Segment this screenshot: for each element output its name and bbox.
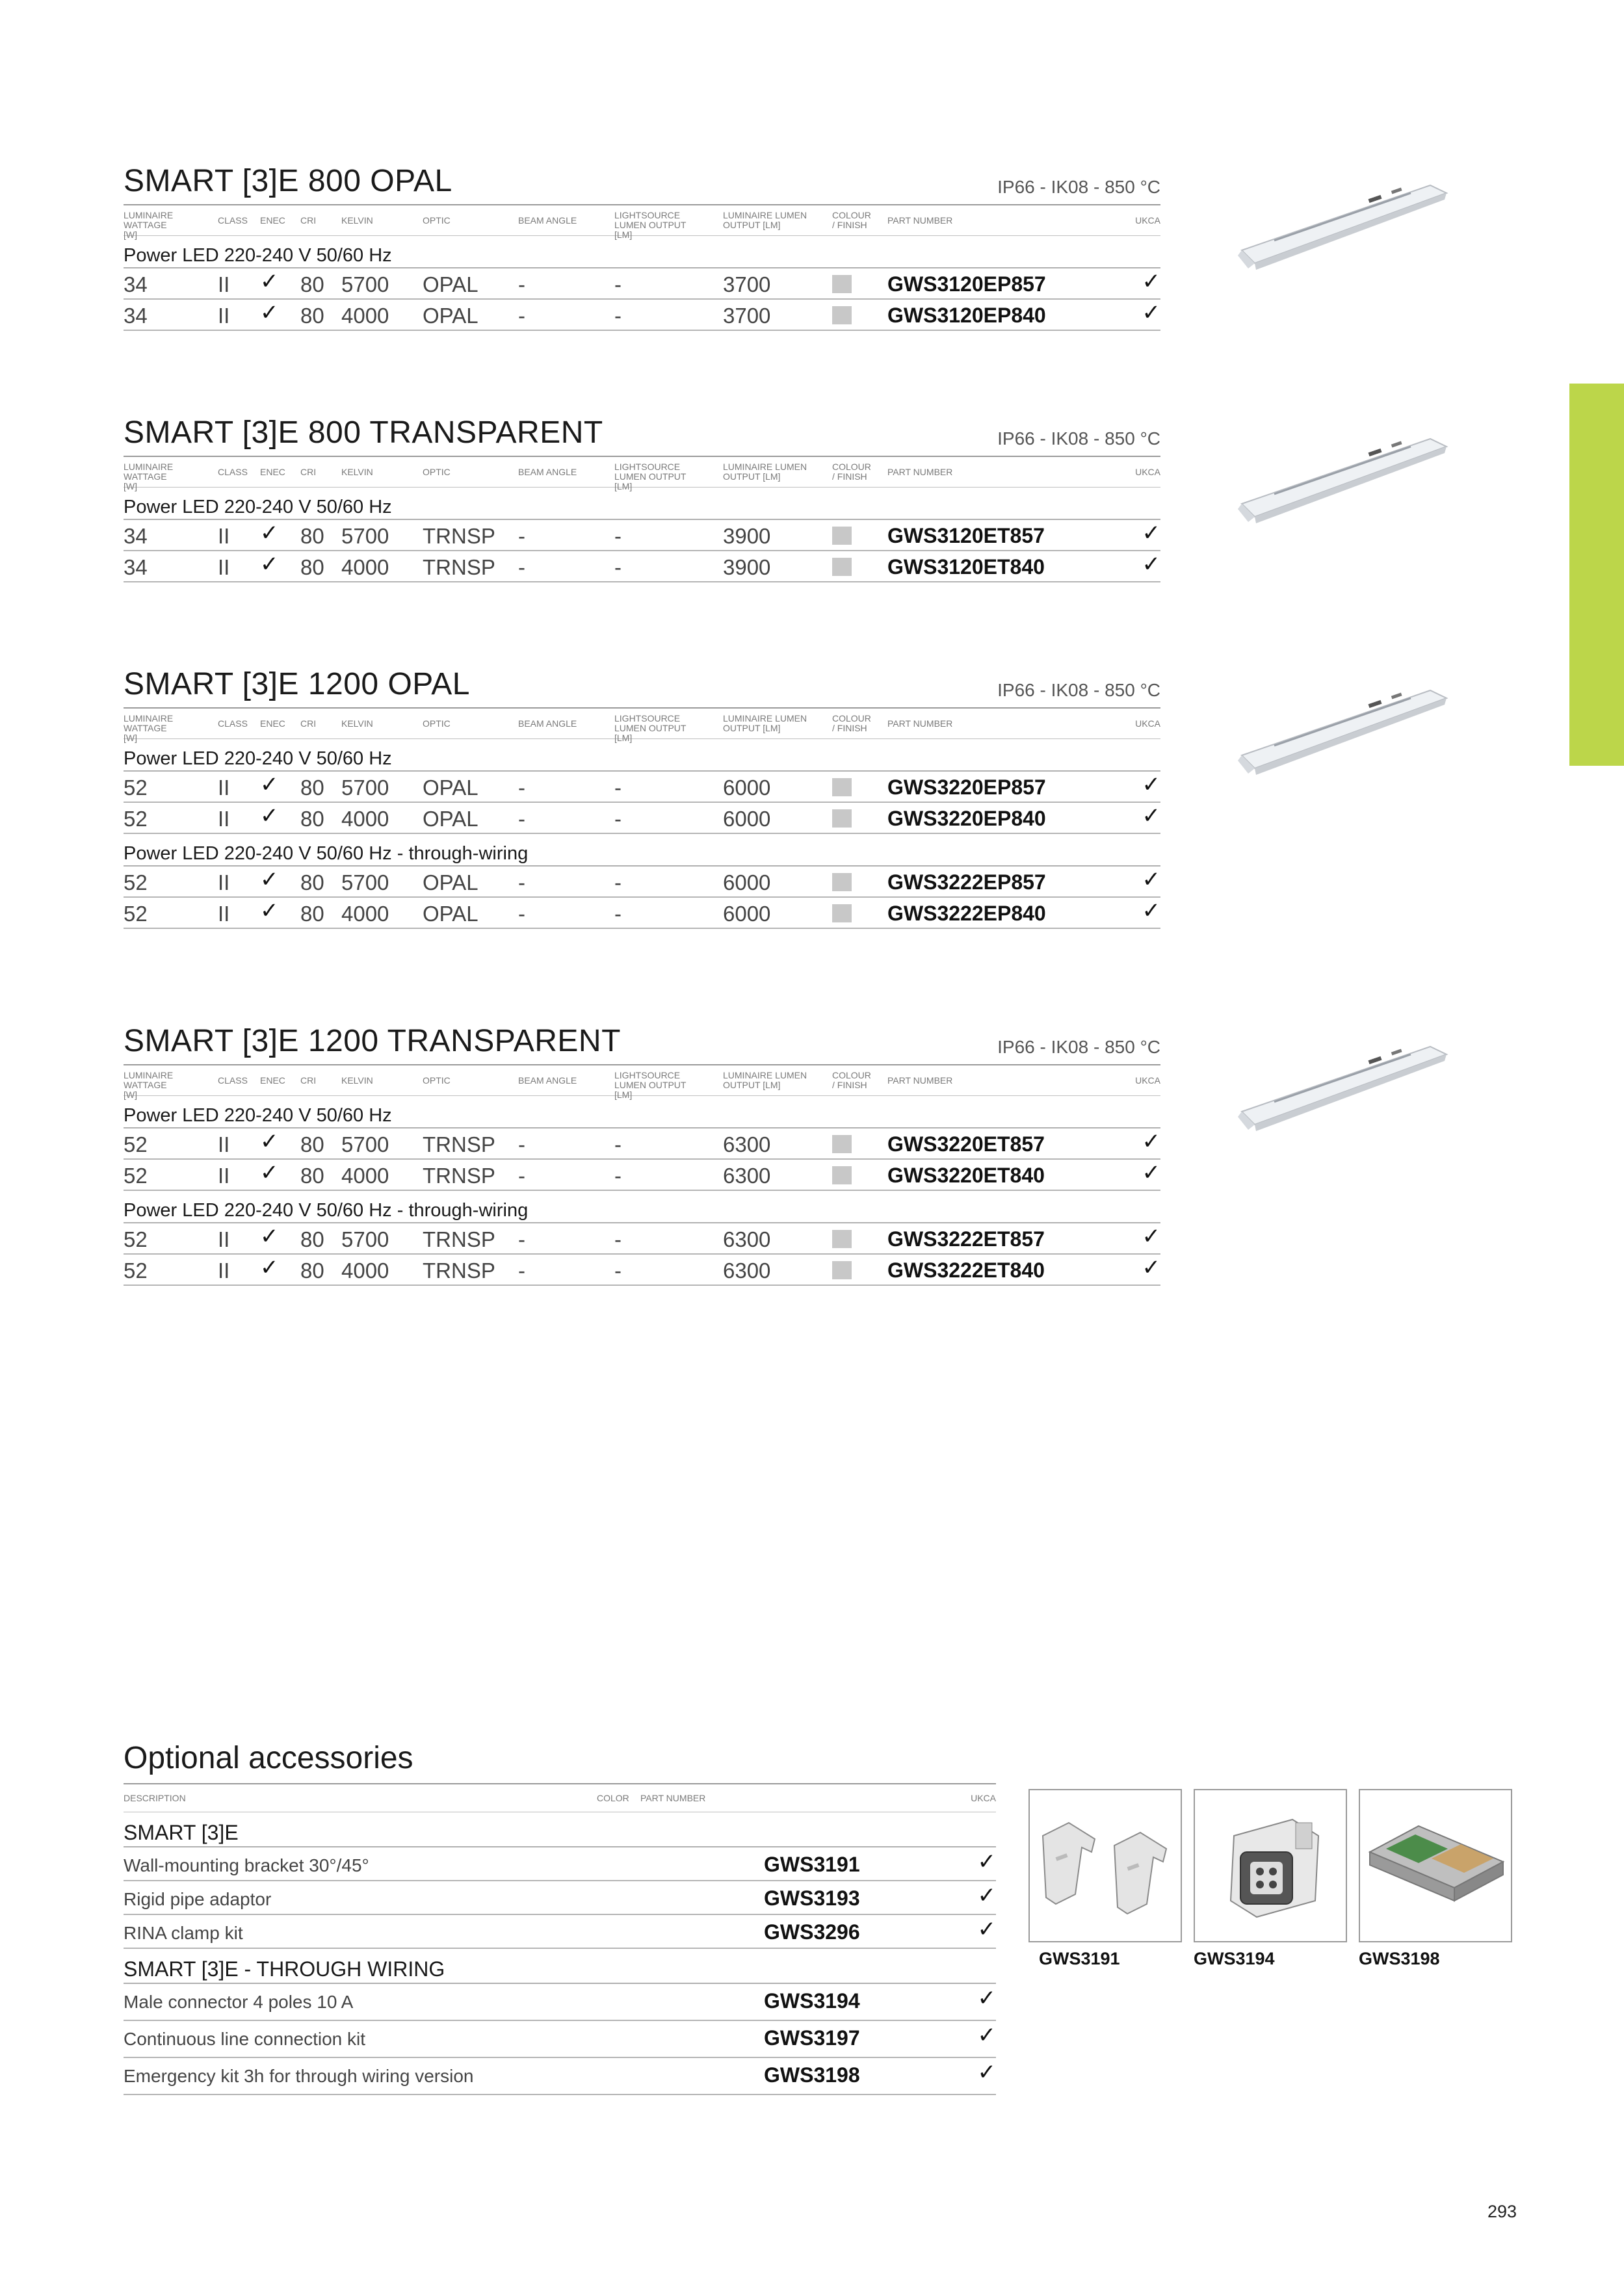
colour-swatch bbox=[832, 306, 852, 324]
section-header bbox=[124, 1023, 1160, 1065]
cell-lightsource-lumen: - bbox=[614, 524, 622, 548]
thumbnail-gws3194 bbox=[1194, 1789, 1347, 1942]
cell-beam-angle: - bbox=[518, 870, 525, 894]
thumbnail-gws3198 bbox=[1359, 1789, 1512, 1942]
table-row bbox=[124, 898, 1160, 929]
ukca-check-icon: ✓ bbox=[1142, 867, 1160, 892]
accessory-description: Male connector 4 poles 10 A bbox=[124, 1992, 354, 2012]
cell-beam-angle: - bbox=[518, 272, 525, 296]
cell-beam-angle: - bbox=[518, 807, 525, 831]
colour-swatch bbox=[832, 809, 852, 828]
col-lightsource-lumen: LIGHTSOURCE LUMEN OUTPUT [LM] bbox=[614, 210, 687, 240]
col-luminaire-lumen: LUMINAIRE LUMEN OUTPUT [LM] bbox=[723, 713, 807, 733]
enec-check-icon: ✓ bbox=[260, 269, 279, 294]
col-enec: ENEC bbox=[260, 467, 285, 477]
cell-beam-angle: - bbox=[518, 555, 525, 579]
accessory-part-number: GWS3193 bbox=[764, 1886, 860, 1910]
colour-swatch bbox=[832, 275, 852, 293]
ukca-check-icon: ✓ bbox=[1142, 300, 1160, 325]
cell-beam-angle: - bbox=[518, 524, 525, 548]
table-row bbox=[124, 1255, 1160, 1286]
cell-luminaire-lumen: 6300 bbox=[723, 1227, 771, 1251]
cell-class: II bbox=[218, 1164, 230, 1188]
cell-wattage: 34 bbox=[124, 555, 148, 579]
colour-swatch bbox=[832, 1261, 852, 1279]
cell-wattage: 34 bbox=[124, 272, 148, 296]
cell-beam-angle: - bbox=[518, 902, 525, 926]
cell-lightsource-lumen: - bbox=[614, 1259, 622, 1283]
ukca-check-icon: ✓ bbox=[1142, 552, 1160, 577]
col-optic: OPTIC bbox=[423, 467, 451, 477]
col-kelvin: KELVIN bbox=[341, 215, 373, 226]
cell-lightsource-lumen: - bbox=[614, 870, 622, 894]
ukca-check-icon: ✓ bbox=[977, 1986, 996, 2011]
cell-luminaire-lumen: 6000 bbox=[723, 870, 771, 894]
accessory-row bbox=[124, 1847, 996, 1881]
table-row bbox=[124, 1160, 1160, 1191]
group-title: Power LED 220-240 V 50/60 Hz bbox=[124, 488, 1160, 520]
cell-beam-angle: - bbox=[518, 304, 525, 328]
accessory-part-number: GWS3197 bbox=[764, 2026, 860, 2050]
cell-beam-angle: - bbox=[518, 1132, 525, 1156]
col-beam-angle: BEAM ANGLE bbox=[518, 215, 577, 226]
col-part-number: PART NUMBER bbox=[887, 215, 953, 226]
cell-kelvin: 4000 bbox=[341, 1259, 389, 1283]
accessory-group-title: SMART [3]E bbox=[124, 1812, 996, 1847]
ip-rating: IP66 - IK08 - 850 °C bbox=[997, 680, 1160, 700]
col-lightsource-lumen: LIGHTSOURCE LUMEN OUTPUT [LM] bbox=[614, 462, 687, 491]
table-row bbox=[124, 772, 1160, 803]
accessory-part-number: GWS3194 bbox=[764, 1989, 860, 2013]
luminaire-image bbox=[1235, 179, 1450, 283]
table-row bbox=[124, 867, 1160, 898]
col-optic: OPTIC bbox=[423, 718, 451, 729]
enec-check-icon: ✓ bbox=[260, 300, 279, 325]
cell-kelvin: 4000 bbox=[341, 902, 389, 926]
cell-kelvin: 5700 bbox=[341, 870, 389, 894]
cell-optic: OPAL bbox=[423, 902, 478, 926]
ukca-check-icon: ✓ bbox=[977, 1917, 996, 1942]
cell-wattage: 52 bbox=[124, 1259, 148, 1283]
cell-lightsource-lumen: - bbox=[614, 807, 622, 831]
part-number: GWS3120EP857 bbox=[887, 272, 1046, 296]
cell-cri: 80 bbox=[300, 1227, 324, 1251]
ip-rating: IP66 - IK08 - 850 °C bbox=[997, 177, 1160, 197]
ukca-check-icon: ✓ bbox=[1142, 521, 1160, 545]
section-title: SMART [3]E 800 TRANSPARENT bbox=[124, 415, 603, 450]
cell-class: II bbox=[218, 902, 230, 926]
cell-luminaire-lumen: 6000 bbox=[723, 776, 771, 800]
cell-beam-angle: - bbox=[518, 1227, 525, 1251]
ukca-check-icon: ✓ bbox=[977, 2060, 996, 2085]
col-colour-finish: COLOUR / FINISH bbox=[832, 462, 871, 482]
cell-kelvin: 5700 bbox=[341, 1132, 389, 1156]
colour-swatch bbox=[832, 778, 852, 796]
cell-wattage: 52 bbox=[124, 1132, 148, 1156]
cell-luminaire-lumen: 3900 bbox=[723, 524, 771, 548]
col-class: CLASS bbox=[218, 467, 248, 477]
emergency-kit-icon bbox=[1360, 1790, 1511, 1941]
group-title: Power LED 220-240 V 50/60 Hz - through-wiring bbox=[124, 834, 1160, 867]
accessory-row bbox=[124, 2021, 996, 2058]
cell-wattage: 52 bbox=[124, 902, 148, 926]
col-lightsource-lumen: LIGHTSOURCE LUMEN OUTPUT [LM] bbox=[614, 1070, 687, 1100]
col-beam-angle: BEAM ANGLE bbox=[518, 467, 577, 477]
col-part-number: PART NUMBER bbox=[887, 718, 953, 729]
cell-class: II bbox=[218, 304, 230, 328]
col-luminaire-lumen: LUMINAIRE LUMEN OUTPUT [LM] bbox=[723, 210, 807, 230]
col-optic: OPTIC bbox=[423, 1075, 451, 1086]
ukca-check-icon: ✓ bbox=[1142, 1160, 1160, 1185]
thumbnail-label-gws3191: GWS3191 bbox=[1039, 1949, 1120, 1968]
col-wattage: LUMINAIRE WATTAGE [W] bbox=[124, 1070, 174, 1100]
cell-cri: 80 bbox=[300, 304, 324, 328]
product-section bbox=[124, 666, 1160, 929]
table-row bbox=[124, 268, 1160, 300]
col-wattage: LUMINAIRE WATTAGE [W] bbox=[124, 713, 174, 743]
col-color: COLOR bbox=[597, 1793, 629, 1803]
thumbnail-gws3191 bbox=[1028, 1789, 1182, 1942]
column-header bbox=[124, 457, 1160, 491]
cell-wattage: 52 bbox=[124, 1227, 148, 1251]
col-beam-angle: BEAM ANGLE bbox=[518, 1075, 577, 1086]
cell-kelvin: 5700 bbox=[341, 776, 389, 800]
col-part-number: PART NUMBER bbox=[640, 1793, 706, 1803]
part-number: GWS3222ET857 bbox=[887, 1227, 1045, 1251]
cell-class: II bbox=[218, 555, 230, 579]
product-section bbox=[124, 1023, 1160, 1286]
enec-check-icon: ✓ bbox=[260, 1160, 279, 1185]
ip-rating: IP66 - IK08 - 850 °C bbox=[997, 1037, 1160, 1057]
product-section bbox=[124, 163, 1160, 331]
ukca-check-icon: ✓ bbox=[977, 1849, 996, 1874]
cell-wattage: 52 bbox=[124, 807, 148, 831]
col-ukca: UKCA bbox=[1135, 1075, 1160, 1086]
luminaire-image bbox=[1235, 684, 1450, 788]
col-ukca: UKCA bbox=[1135, 215, 1160, 226]
table-row bbox=[124, 803, 1160, 834]
col-cri: CRI bbox=[300, 215, 317, 226]
accessory-group-title: SMART [3]E - THROUGH WIRING bbox=[124, 1949, 996, 1984]
cell-optic: TRNSP bbox=[423, 1227, 495, 1251]
cell-lightsource-lumen: - bbox=[614, 555, 622, 579]
section-title: SMART [3]E 1200 OPAL bbox=[124, 667, 470, 701]
cell-optic: OPAL bbox=[423, 870, 478, 894]
cell-optic: OPAL bbox=[423, 304, 478, 328]
section-header bbox=[124, 666, 1160, 709]
cell-luminaire-lumen: 6300 bbox=[723, 1164, 771, 1188]
cell-class: II bbox=[218, 1259, 230, 1283]
cell-cri: 80 bbox=[300, 555, 324, 579]
cell-luminaire-lumen: 6000 bbox=[723, 807, 771, 831]
cell-lightsource-lumen: - bbox=[614, 776, 622, 800]
colour-swatch bbox=[832, 1135, 852, 1153]
accessory-row bbox=[124, 1915, 996, 1949]
enec-check-icon: ✓ bbox=[260, 1224, 279, 1249]
enec-check-icon: ✓ bbox=[260, 772, 279, 797]
ukca-check-icon: ✓ bbox=[1142, 1224, 1160, 1249]
thumbnail-label-gws3198: GWS3198 bbox=[1359, 1949, 1440, 1968]
col-ukca: UKCA bbox=[1135, 467, 1160, 477]
cell-kelvin: 5700 bbox=[341, 272, 389, 296]
cell-kelvin: 4000 bbox=[341, 807, 389, 831]
column-header bbox=[124, 205, 1160, 240]
col-part-number: PART NUMBER bbox=[887, 467, 953, 477]
col-luminaire-lumen: LUMINAIRE LUMEN OUTPUT [LM] bbox=[723, 1070, 807, 1090]
section-header bbox=[124, 414, 1160, 457]
accessory-description: Rigid pipe adaptor bbox=[124, 1889, 272, 1909]
cell-cri: 80 bbox=[300, 524, 324, 548]
cell-optic: OPAL bbox=[423, 272, 478, 296]
col-class: CLASS bbox=[218, 1075, 248, 1086]
colour-swatch bbox=[832, 527, 852, 545]
col-cri: CRI bbox=[300, 718, 317, 729]
cell-kelvin: 4000 bbox=[341, 1164, 389, 1188]
cell-class: II bbox=[218, 272, 230, 296]
cell-optic: TRNSP bbox=[423, 1259, 495, 1283]
table-row bbox=[124, 551, 1160, 582]
table-row bbox=[124, 520, 1160, 551]
section-title: SMART [3]E 1200 TRANSPARENT bbox=[124, 1024, 621, 1058]
col-cri: CRI bbox=[300, 467, 317, 477]
column-header bbox=[124, 1065, 1160, 1100]
cell-optic: TRNSP bbox=[423, 1132, 495, 1156]
cell-kelvin: 4000 bbox=[341, 304, 389, 328]
accessory-description: Wall-mounting bracket 30°/45° bbox=[124, 1855, 369, 1875]
cell-lightsource-lumen: - bbox=[614, 304, 622, 328]
group-title: Power LED 220-240 V 50/60 Hz bbox=[124, 739, 1160, 772]
accessories-section bbox=[124, 1732, 996, 2095]
cell-lightsource-lumen: - bbox=[614, 272, 622, 296]
col-description: DESCRIPTION bbox=[124, 1793, 186, 1803]
accessories-column-header bbox=[124, 1784, 996, 1812]
cell-lightsource-lumen: - bbox=[614, 1132, 622, 1156]
col-enec: ENEC bbox=[260, 1075, 285, 1086]
colour-swatch bbox=[832, 1230, 852, 1248]
enec-check-icon: ✓ bbox=[260, 867, 279, 892]
cell-luminaire-lumen: 3700 bbox=[723, 304, 771, 328]
cell-kelvin: 5700 bbox=[341, 524, 389, 548]
cell-wattage: 52 bbox=[124, 776, 148, 800]
bracket-icon bbox=[1030, 1790, 1181, 1941]
section-title: SMART [3]E 800 OPAL bbox=[124, 164, 452, 198]
cell-cri: 80 bbox=[300, 902, 324, 926]
col-lightsource-lumen: LIGHTSOURCE LUMEN OUTPUT [LM] bbox=[614, 713, 687, 743]
part-number: GWS3220EP840 bbox=[887, 807, 1046, 830]
table-row bbox=[124, 1223, 1160, 1255]
group-title: Power LED 220-240 V 50/60 Hz bbox=[124, 1096, 1160, 1128]
part-number: GWS3222ET840 bbox=[887, 1259, 1045, 1282]
cell-cri: 80 bbox=[300, 1132, 324, 1156]
cell-luminaire-lumen: 6300 bbox=[723, 1132, 771, 1156]
ukca-check-icon: ✓ bbox=[977, 1883, 996, 1908]
part-number: GWS3222EP857 bbox=[887, 870, 1046, 894]
accessory-description: Continuous line connection kit bbox=[124, 2029, 366, 2049]
col-kelvin: KELVIN bbox=[341, 718, 373, 729]
accessories-title: Optional accessories bbox=[124, 1732, 996, 1784]
ukca-check-icon: ✓ bbox=[1142, 803, 1160, 828]
cell-class: II bbox=[218, 1132, 230, 1156]
cell-cri: 80 bbox=[300, 776, 324, 800]
col-colour-finish: COLOUR / FINISH bbox=[832, 1070, 871, 1090]
cell-luminaire-lumen: 6300 bbox=[723, 1259, 771, 1283]
cell-class: II bbox=[218, 1227, 230, 1251]
side-tab-accent bbox=[1569, 384, 1624, 766]
col-beam-angle: BEAM ANGLE bbox=[518, 718, 577, 729]
col-part-number: PART NUMBER bbox=[887, 1075, 953, 1086]
table-row bbox=[124, 300, 1160, 331]
col-class: CLASS bbox=[218, 718, 248, 729]
col-cri: CRI bbox=[300, 1075, 317, 1086]
cell-cri: 80 bbox=[300, 807, 324, 831]
col-optic: OPTIC bbox=[423, 215, 451, 226]
enec-check-icon: ✓ bbox=[260, 552, 279, 577]
colour-swatch bbox=[832, 558, 852, 576]
cell-cri: 80 bbox=[300, 272, 324, 296]
col-colour-finish: COLOUR / FINISH bbox=[832, 713, 871, 733]
cell-kelvin: 4000 bbox=[341, 555, 389, 579]
accessory-part-number: GWS3198 bbox=[764, 2063, 860, 2087]
cell-wattage: 52 bbox=[124, 870, 148, 894]
enec-check-icon: ✓ bbox=[260, 1255, 279, 1280]
group-title: Power LED 220-240 V 50/60 Hz - through-wiring bbox=[124, 1191, 1160, 1223]
ukca-check-icon: ✓ bbox=[1142, 1129, 1160, 1154]
cell-kelvin: 5700 bbox=[341, 1227, 389, 1251]
cell-beam-angle: - bbox=[518, 1164, 525, 1188]
section-header bbox=[124, 163, 1160, 205]
part-number: GWS3120ET857 bbox=[887, 524, 1045, 547]
cell-beam-angle: - bbox=[518, 1259, 525, 1283]
connector-icon bbox=[1195, 1790, 1346, 1941]
product-section bbox=[124, 414, 1160, 582]
col-luminaire-lumen: LUMINAIRE LUMEN OUTPUT [LM] bbox=[723, 462, 807, 482]
cell-class: II bbox=[218, 776, 230, 800]
colour-swatch bbox=[832, 904, 852, 922]
cell-wattage: 34 bbox=[124, 524, 148, 548]
enec-check-icon: ✓ bbox=[260, 803, 279, 828]
cell-optic: OPAL bbox=[423, 776, 478, 800]
cell-luminaire-lumen: 3900 bbox=[723, 555, 771, 579]
luminaire-image bbox=[1235, 432, 1450, 536]
col-enec: ENEC bbox=[260, 718, 285, 729]
accessory-row bbox=[124, 2058, 996, 2095]
cell-luminaire-lumen: 3700 bbox=[723, 272, 771, 296]
accessory-part-number: GWS3296 bbox=[764, 1920, 860, 1944]
part-number: GWS3220ET857 bbox=[887, 1132, 1045, 1156]
cell-optic: TRNSP bbox=[423, 1164, 495, 1188]
col-kelvin: KELVIN bbox=[341, 1075, 373, 1086]
accessory-description: RINA clamp kit bbox=[124, 1923, 243, 1943]
enec-check-icon: ✓ bbox=[260, 898, 279, 923]
thumbnail-label-gws3194: GWS3194 bbox=[1194, 1949, 1275, 1968]
accessory-row bbox=[124, 1984, 996, 2021]
colour-swatch bbox=[832, 873, 852, 891]
cell-lightsource-lumen: - bbox=[614, 902, 622, 926]
col-class: CLASS bbox=[218, 215, 248, 226]
cell-cri: 80 bbox=[300, 1164, 324, 1188]
part-number: GWS3222EP840 bbox=[887, 902, 1046, 925]
luminaire-image bbox=[1235, 1040, 1450, 1144]
enec-check-icon: ✓ bbox=[260, 1129, 279, 1154]
cell-optic: OPAL bbox=[423, 807, 478, 831]
cell-class: II bbox=[218, 524, 230, 548]
group-title: Power LED 220-240 V 50/60 Hz bbox=[124, 236, 1160, 268]
col-colour-finish: COLOUR / FINISH bbox=[832, 210, 871, 230]
cell-class: II bbox=[218, 870, 230, 894]
cell-cri: 80 bbox=[300, 870, 324, 894]
ukca-check-icon: ✓ bbox=[1142, 1255, 1160, 1280]
column-header bbox=[124, 709, 1160, 743]
colour-swatch bbox=[832, 1166, 852, 1184]
ukca-check-icon: ✓ bbox=[1142, 898, 1160, 923]
cell-beam-angle: - bbox=[518, 776, 525, 800]
cell-cri: 80 bbox=[300, 1259, 324, 1283]
cell-optic: TRNSP bbox=[423, 555, 495, 579]
cell-lightsource-lumen: - bbox=[614, 1227, 622, 1251]
table-row bbox=[124, 1128, 1160, 1160]
cell-wattage: 34 bbox=[124, 304, 148, 328]
part-number: GWS3220ET840 bbox=[887, 1164, 1045, 1187]
accessory-row bbox=[124, 1881, 996, 1915]
accessory-description: Emergency kit 3h for through wiring version bbox=[124, 2066, 474, 2086]
accessory-part-number: GWS3191 bbox=[764, 1853, 860, 1876]
cell-wattage: 52 bbox=[124, 1164, 148, 1188]
cell-lightsource-lumen: - bbox=[614, 1164, 622, 1188]
ukca-check-icon: ✓ bbox=[1142, 269, 1160, 294]
part-number: GWS3120EP840 bbox=[887, 304, 1046, 327]
enec-check-icon: ✓ bbox=[260, 521, 279, 545]
part-number: GWS3220EP857 bbox=[887, 776, 1046, 799]
col-kelvin: KELVIN bbox=[341, 467, 373, 477]
ukca-check-icon: ✓ bbox=[1142, 772, 1160, 797]
col-wattage: LUMINAIRE WATTAGE [W] bbox=[124, 462, 174, 491]
col-wattage: LUMINAIRE WATTAGE [W] bbox=[124, 210, 174, 240]
part-number: GWS3120ET840 bbox=[887, 555, 1045, 579]
col-ukca: UKCA bbox=[971, 1793, 996, 1803]
cell-class: II bbox=[218, 807, 230, 831]
ip-rating: IP66 - IK08 - 850 °C bbox=[997, 428, 1160, 449]
ukca-check-icon: ✓ bbox=[977, 2023, 996, 2048]
cell-optic: TRNSP bbox=[423, 524, 495, 548]
col-enec: ENEC bbox=[260, 215, 285, 226]
page-number: 293 bbox=[1487, 2202, 1517, 2221]
col-ukca: UKCA bbox=[1135, 718, 1160, 729]
cell-luminaire-lumen: 6000 bbox=[723, 902, 771, 926]
